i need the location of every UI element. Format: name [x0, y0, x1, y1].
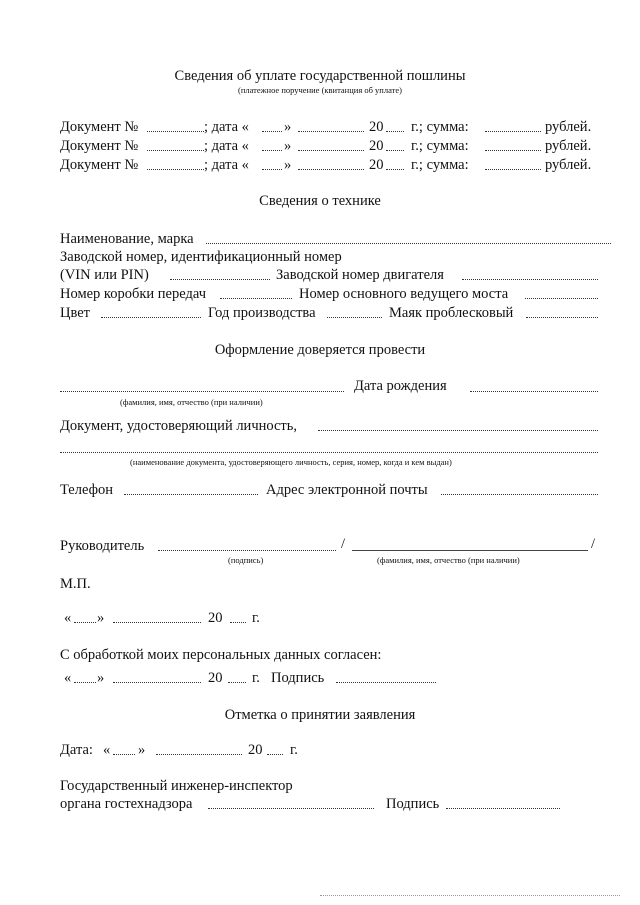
acceptance-section-title: Отметка о принятии заявления — [224, 707, 416, 723]
head-signature-field[interactable] — [158, 550, 336, 551]
year-suffix: г. — [252, 670, 260, 686]
head-day-field[interactable] — [74, 622, 96, 623]
acceptance-year-field[interactable] — [267, 754, 283, 755]
year-prefix: 20 — [369, 157, 384, 173]
color-field[interactable] — [101, 317, 201, 318]
date-quote-close: » — [284, 119, 292, 135]
document-number-label: Документ № — [60, 119, 139, 135]
currency-label: рублей. — [545, 138, 592, 154]
year-prefix: 20 — [248, 742, 263, 758]
consent-day-field[interactable] — [74, 682, 96, 683]
phone-label: Телефон — [60, 482, 113, 498]
date-quote-close: » — [284, 138, 292, 154]
fio-hint: (фамилия, имя, отчество (при наличии) — [377, 555, 520, 565]
acceptance-date-label: Дата: — [60, 742, 93, 758]
payment-day-field-1[interactable] — [262, 131, 282, 132]
date-quote-close: » — [284, 157, 292, 173]
quote-open: « — [64, 610, 72, 626]
year-prefix: 20 — [369, 138, 384, 154]
year-suffix: г. — [252, 610, 260, 626]
slash-separator: / — [591, 536, 596, 552]
signature-hint: (подпись) — [228, 555, 264, 565]
fio-hint: (фамилия, имя, отчество (при наличии) — [120, 397, 263, 407]
date-label: ; дата « — [204, 157, 249, 173]
inspector-signature-field[interactable] — [446, 808, 560, 809]
gearbox-number-field[interactable] — [220, 298, 292, 299]
quote-open: « — [64, 670, 72, 686]
head-year-field[interactable] — [230, 622, 246, 623]
quote-open: « — [103, 742, 111, 758]
beacon-label: Маяк проблесковый — [389, 305, 514, 321]
quote-close: » — [97, 670, 105, 686]
document-number-field-3[interactable] — [147, 169, 204, 170]
quote-close: » — [97, 610, 105, 626]
date-label: ; дата « — [204, 138, 249, 154]
consent-signature-label: Подпись — [271, 670, 325, 686]
id-document-field-1[interactable] — [318, 430, 598, 431]
document-number-label: Документ № — [60, 138, 139, 154]
email-label: Адрес электронной почты — [266, 482, 428, 498]
scan-artifact-line — [320, 895, 620, 896]
entrusted-fio-field[interactable] — [60, 391, 344, 392]
consent-month-field[interactable] — [113, 682, 201, 683]
payment-day-field-2[interactable] — [262, 150, 282, 151]
color-label: Цвет — [60, 305, 91, 321]
consent-year-field[interactable] — [228, 682, 246, 683]
name-brand-label: Наименование, марка — [60, 231, 194, 247]
engine-number-field[interactable] — [462, 279, 598, 280]
name-brand-field[interactable] — [206, 243, 611, 244]
year-prefix: 20 — [208, 670, 223, 686]
payment-section-subtitle: (платежное поручение (квитанция об уплате) — [238, 85, 402, 95]
birth-date-field[interactable] — [470, 391, 598, 392]
payment-sum-field-2[interactable] — [485, 150, 541, 151]
payment-year-field-2[interactable] — [386, 150, 404, 151]
id-document-field-2[interactable] — [60, 452, 598, 453]
payment-month-field-2[interactable] — [298, 150, 364, 151]
year-sum-label: г.; сумма: — [411, 119, 469, 135]
payment-year-field-3[interactable] — [386, 169, 404, 170]
head-fio-field[interactable] — [352, 550, 588, 551]
head-month-field[interactable] — [113, 622, 201, 623]
head-label: Руководитель — [60, 538, 145, 554]
phone-field[interactable] — [124, 494, 258, 495]
stamp-label: М.П. — [60, 576, 91, 592]
quote-close: » — [138, 742, 146, 758]
currency-label: рублей. — [545, 157, 592, 173]
payment-sum-field-3[interactable] — [485, 169, 541, 170]
engine-number-label: Заводской номер двигателя — [276, 267, 444, 283]
year-suffix: г. — [290, 742, 298, 758]
consent-text: С обработкой моих персональных данных согласен: — [60, 647, 382, 663]
year-prefix: 20 — [208, 610, 223, 626]
payment-sum-field-1[interactable] — [485, 131, 541, 132]
id-document-hint: (наименование документа, удостоверяющего личность, серия, номер, когда и кем выдан) — [130, 457, 452, 467]
currency-label: рублей. — [545, 119, 592, 135]
axle-number-label: Номер основного ведущего моста — [299, 286, 509, 302]
payment-section-title: Сведения об уплате государственной пошлины — [174, 68, 466, 84]
year-of-manufacture-field[interactable] — [327, 317, 382, 318]
axle-number-field[interactable] — [525, 298, 598, 299]
document-number-label: Документ № — [60, 157, 139, 173]
payment-month-field-3[interactable] — [298, 169, 364, 170]
tech-section-title: Сведения о технике — [259, 193, 381, 209]
inspector-fio-field[interactable] — [208, 808, 374, 809]
document-number-field-1[interactable] — [147, 131, 204, 132]
acceptance-day-field[interactable] — [113, 754, 135, 755]
beacon-field[interactable] — [526, 317, 598, 318]
inspector-label-line2: органа гостехнадзора — [60, 796, 193, 812]
id-document-label: Документ, удостоверяющий личность, — [60, 418, 297, 434]
inspector-label-line1: Государственный инженер-инспектор — [60, 778, 293, 794]
document-number-field-2[interactable] — [147, 150, 204, 151]
inspector-signature-label: Подпись — [386, 796, 440, 812]
gearbox-number-label: Номер коробки передач — [60, 286, 207, 302]
payment-month-field-1[interactable] — [298, 131, 364, 132]
year-prefix: 20 — [369, 119, 384, 135]
payment-day-field-3[interactable] — [262, 169, 282, 170]
entrust-section-title: Оформление доверяется провести — [214, 342, 426, 358]
vin-pin-label: (VIN или PIN) — [60, 267, 149, 283]
vin-pin-field[interactable] — [170, 279, 270, 280]
year-sum-label: г.; сумма: — [411, 157, 469, 173]
date-label: ; дата « — [204, 119, 249, 135]
payment-year-field-1[interactable] — [386, 131, 404, 132]
slash-separator: / — [341, 536, 346, 552]
factory-number-label: Заводской номер, идентификационный номер — [60, 249, 342, 265]
consent-signature-field[interactable] — [336, 682, 436, 683]
year-of-manufacture-label: Год производства — [208, 305, 316, 321]
email-field[interactable] — [441, 494, 598, 495]
birth-date-label: Дата рождения — [354, 378, 447, 394]
acceptance-month-field[interactable] — [156, 754, 242, 755]
year-sum-label: г.; сумма: — [411, 138, 469, 154]
